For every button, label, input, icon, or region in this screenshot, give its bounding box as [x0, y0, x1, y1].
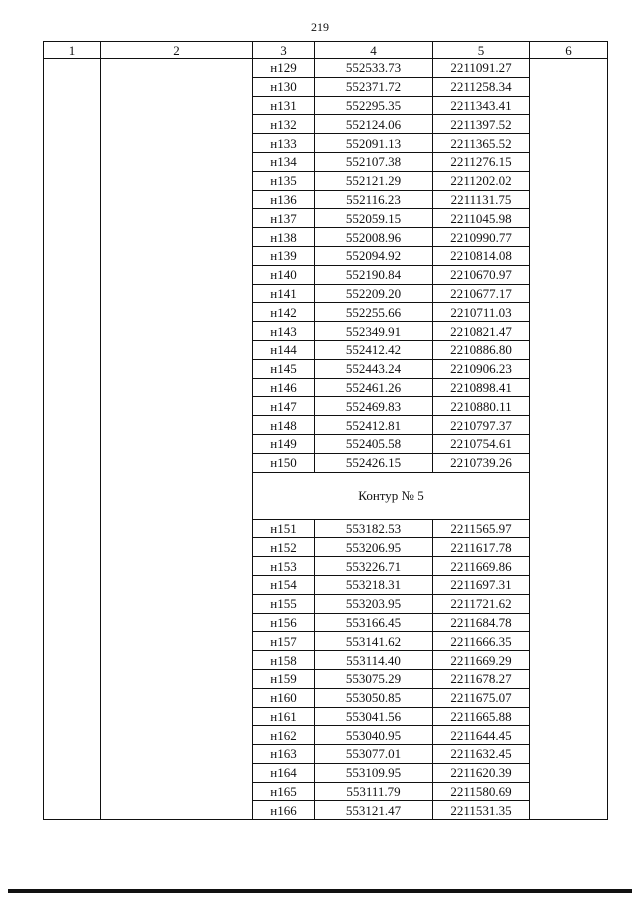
- point-id-cell: н148: [253, 416, 315, 435]
- y-coordinate-cell: 2211669.86: [433, 557, 530, 576]
- y-coordinate-cell: 2210880.11: [433, 397, 530, 416]
- section-title: Контур № 5: [253, 472, 530, 519]
- x-coordinate-cell: 553050.85: [315, 688, 433, 707]
- y-coordinate-cell: 2210739.26: [433, 453, 530, 472]
- point-id-cell: н164: [253, 763, 315, 782]
- x-coordinate-cell: 552121.29: [315, 171, 433, 190]
- y-coordinate-cell: 2211202.02: [433, 171, 530, 190]
- point-id-cell: н154: [253, 575, 315, 594]
- point-id-cell: н153: [253, 557, 315, 576]
- point-id-cell: н156: [253, 613, 315, 632]
- y-coordinate-cell: 2211684.78: [433, 613, 530, 632]
- point-id-cell: н145: [253, 359, 315, 378]
- column-1-cell: [44, 59, 101, 820]
- x-coordinate-cell: 552533.73: [315, 59, 433, 78]
- y-coordinate-cell: 2210677.17: [433, 284, 530, 303]
- x-coordinate-cell: 553121.47: [315, 801, 433, 820]
- x-coordinate-cell: 553218.31: [315, 575, 433, 594]
- x-coordinate-cell: 552412.81: [315, 416, 433, 435]
- column-header-2: 2: [101, 42, 253, 59]
- x-coordinate-cell: 552295.35: [315, 96, 433, 115]
- point-id-cell: н131: [253, 96, 315, 115]
- point-id-cell: н160: [253, 688, 315, 707]
- point-id-cell: н163: [253, 745, 315, 764]
- point-id-cell: н157: [253, 632, 315, 651]
- point-id-cell: н135: [253, 171, 315, 190]
- x-coordinate-cell: 552255.66: [315, 303, 433, 322]
- x-coordinate-cell: 552412.42: [315, 340, 433, 359]
- point-id-cell: н141: [253, 284, 315, 303]
- y-coordinate-cell: 2211675.07: [433, 688, 530, 707]
- column-2-cell: [101, 59, 253, 820]
- x-coordinate-cell: 553109.95: [315, 763, 433, 782]
- y-coordinate-cell: 2210797.37: [433, 416, 530, 435]
- y-coordinate-cell: 2211365.52: [433, 134, 530, 153]
- point-id-cell: н150: [253, 453, 315, 472]
- y-coordinate-cell: 2211620.39: [433, 763, 530, 782]
- point-id-cell: н129: [253, 59, 315, 78]
- x-coordinate-cell: 553077.01: [315, 745, 433, 764]
- y-coordinate-cell: 2210670.97: [433, 265, 530, 284]
- point-id-cell: н140: [253, 265, 315, 284]
- point-id-cell: н151: [253, 519, 315, 538]
- y-coordinate-cell: 2211665.88: [433, 707, 530, 726]
- y-coordinate-cell: 2210906.23: [433, 359, 530, 378]
- x-coordinate-cell: 552469.83: [315, 397, 433, 416]
- point-id-cell: н147: [253, 397, 315, 416]
- x-coordinate-cell: 552091.13: [315, 134, 433, 153]
- y-coordinate-cell: 2211580.69: [433, 782, 530, 801]
- x-coordinate-cell: 552094.92: [315, 246, 433, 265]
- x-coordinate-cell: 552190.84: [315, 265, 433, 284]
- point-id-cell: н159: [253, 669, 315, 688]
- x-coordinate-cell: 553206.95: [315, 538, 433, 557]
- y-coordinate-cell: 2211669.29: [433, 651, 530, 670]
- y-coordinate-cell: 2210711.03: [433, 303, 530, 322]
- point-id-cell: н146: [253, 378, 315, 397]
- column-header-3: 3: [253, 42, 315, 59]
- y-coordinate-cell: 2211276.15: [433, 152, 530, 171]
- y-coordinate-cell: 2211678.27: [433, 669, 530, 688]
- point-id-cell: н139: [253, 246, 315, 265]
- x-coordinate-cell: 553040.95: [315, 726, 433, 745]
- x-coordinate-cell: 553075.29: [315, 669, 433, 688]
- x-coordinate-cell: 552461.26: [315, 378, 433, 397]
- y-coordinate-cell: 2211666.35: [433, 632, 530, 651]
- x-coordinate-cell: 552116.23: [315, 190, 433, 209]
- table-body: [44, 59, 608, 820]
- y-coordinate-cell: 2211343.41: [433, 96, 530, 115]
- point-id-cell: н165: [253, 782, 315, 801]
- y-coordinate-cell: 2211397.52: [433, 115, 530, 134]
- x-coordinate-cell: 553114.40: [315, 651, 433, 670]
- point-id-cell: н155: [253, 594, 315, 613]
- x-coordinate-cell: 552209.20: [315, 284, 433, 303]
- point-id-cell: н138: [253, 228, 315, 247]
- coordinates-table: [43, 41, 608, 820]
- page-number: 219: [311, 20, 329, 34]
- x-coordinate-cell: 552349.91: [315, 322, 433, 341]
- y-coordinate-cell: 2211131.75: [433, 190, 530, 209]
- x-coordinate-cell: 552426.15: [315, 453, 433, 472]
- column-header-4: 4: [315, 42, 433, 59]
- x-coordinate-cell: 553141.62: [315, 632, 433, 651]
- point-id-cell: н143: [253, 322, 315, 341]
- bottom-rule: [8, 889, 632, 893]
- y-coordinate-cell: 2211617.78: [433, 538, 530, 557]
- y-coordinate-cell: 2210990.77: [433, 228, 530, 247]
- y-coordinate-cell: 2211045.98: [433, 209, 530, 228]
- x-coordinate-cell: 552405.58: [315, 434, 433, 453]
- y-coordinate-cell: 2211697.31: [433, 575, 530, 594]
- column-header-6: 6: [530, 42, 608, 59]
- y-coordinate-cell: 2210814.08: [433, 246, 530, 265]
- x-coordinate-cell: 553111.79: [315, 782, 433, 801]
- y-coordinate-cell: 2210886.80: [433, 340, 530, 359]
- x-coordinate-cell: 553182.53: [315, 519, 433, 538]
- x-coordinate-cell: 552443.24: [315, 359, 433, 378]
- x-coordinate-cell: 553203.95: [315, 594, 433, 613]
- point-id-cell: н162: [253, 726, 315, 745]
- y-coordinate-cell: 2210754.61: [433, 434, 530, 453]
- x-coordinate-cell: 552124.06: [315, 115, 433, 134]
- x-coordinate-cell: 553041.56: [315, 707, 433, 726]
- point-id-cell: н166: [253, 801, 315, 820]
- point-id-cell: н142: [253, 303, 315, 322]
- table-row: [44, 59, 608, 78]
- y-coordinate-cell: 2211091.27: [433, 59, 530, 78]
- column-header-5: 5: [433, 42, 530, 59]
- point-id-cell: н134: [253, 152, 315, 171]
- point-id-cell: н137: [253, 209, 315, 228]
- x-coordinate-cell: 553226.71: [315, 557, 433, 576]
- point-id-cell: н132: [253, 115, 315, 134]
- column-6-cell: [530, 59, 608, 820]
- point-id-cell: н133: [253, 134, 315, 153]
- point-id-cell: н161: [253, 707, 315, 726]
- y-coordinate-cell: 2211721.62: [433, 594, 530, 613]
- column-header-1: 1: [44, 42, 101, 59]
- x-coordinate-cell: 553166.45: [315, 613, 433, 632]
- point-id-cell: н130: [253, 77, 315, 96]
- y-coordinate-cell: 2211565.97: [433, 519, 530, 538]
- x-coordinate-cell: 552059.15: [315, 209, 433, 228]
- y-coordinate-cell: 2210898.41: [433, 378, 530, 397]
- x-coordinate-cell: 552107.38: [315, 152, 433, 171]
- y-coordinate-cell: 2211258.34: [433, 77, 530, 96]
- y-coordinate-cell: 2210821.47: [433, 322, 530, 341]
- point-id-cell: н158: [253, 651, 315, 670]
- x-coordinate-cell: 552371.72: [315, 77, 433, 96]
- point-id-cell: н136: [253, 190, 315, 209]
- y-coordinate-cell: 2211644.45: [433, 726, 530, 745]
- x-coordinate-cell: 552008.96: [315, 228, 433, 247]
- point-id-cell: н149: [253, 434, 315, 453]
- y-coordinate-cell: 2211531.35: [433, 801, 530, 820]
- header-row: [44, 42, 608, 59]
- point-id-cell: н144: [253, 340, 315, 359]
- y-coordinate-cell: 2211632.45: [433, 745, 530, 764]
- point-id-cell: н152: [253, 538, 315, 557]
